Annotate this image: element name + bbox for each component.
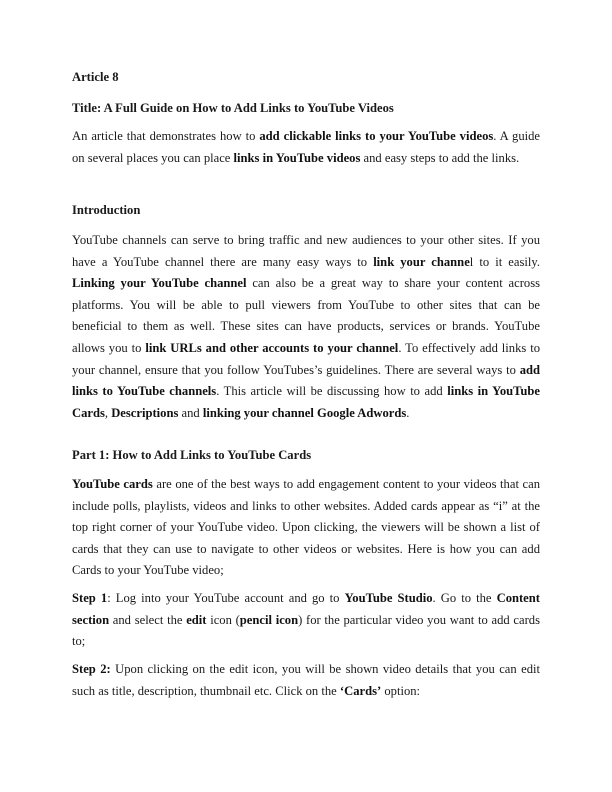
text-segment: YouTube channels can serve to bring traffic and new audiences to your other sites. If you have a YouTube channel there are many easy ways to: [72, 233, 540, 269]
text-segment: option:: [381, 683, 421, 698]
bold-text: link your channe: [373, 254, 470, 269]
text-segment: l to it easily.: [469, 254, 540, 269]
text-segment: are one of the best ways to add engagement content to your videos that can include polls, playlists, videos and links to other websites. Added cards appear as “i” at the top right corner of your YouTube video. Upon clicking, the viewers will be shown a list of cards that they can use to navigate to other videos or websites. Here is how you can add Cards to your YouTube video;: [72, 477, 540, 578]
text-segment: An article that demonstrates how to: [72, 129, 260, 143]
bold-text: pencil icon: [239, 612, 299, 627]
article-label: Article 8: [72, 70, 119, 84]
bold-text: links in YouTube Cards: [72, 384, 541, 420]
step2-paragraph: [72, 659, 540, 702]
text-segment: .: [406, 405, 410, 420]
bold-text: Content section: [72, 591, 540, 627]
bold-text: link URLs and other accounts to your channel: [145, 340, 399, 355]
step1-paragraph: [72, 588, 540, 653]
part1-heading: Part 1: How to Add Links to YouTube Cards: [72, 448, 312, 462]
text-segment: . To effectively add links to your channel, ensure that you follow YouTubes’s guidelines. There are several ways to: [72, 340, 541, 377]
text-segment: Upon clicking on the edit icon, you will be shown video details that you can edit such as title, description, thumbnail etc. Click on the: [72, 662, 540, 698]
bold-text: Step 1: [72, 591, 108, 605]
article-title: Title: A Full Guide on How to Add Links to YouTube Videos: [72, 101, 394, 115]
text-segment: and easy steps to add the links.: [360, 150, 520, 165]
text-segment: . Go to the: [432, 591, 497, 605]
bold-text: YouTube Studio: [344, 591, 433, 605]
text-segment: ) for the particular video you want to add cards to;: [72, 612, 540, 649]
summary-paragraph: [72, 126, 540, 169]
bold-text: Linking your YouTube channel: [72, 276, 247, 291]
intro-heading: Introduction: [72, 203, 141, 217]
text-segment: and: [178, 405, 203, 420]
bold-text: add links to YouTube channels: [72, 362, 540, 399]
bold-text: YouTube cards: [72, 477, 153, 491]
bold-text: Step 2:: [72, 662, 111, 676]
bold-text: add clickable links to your YouTube videos: [259, 129, 494, 143]
intro-paragraph: [72, 230, 540, 424]
bold-text: linking your channel Google Adwords: [202, 405, 407, 420]
bold-text: edit: [186, 612, 207, 627]
text-segment: and select the: [109, 612, 187, 627]
bold-text: links in YouTube videos: [233, 150, 361, 165]
bold-text: ‘Cards’: [339, 683, 382, 698]
text-segment: ,: [104, 405, 112, 420]
text-segment: . This article will be discussing how to add: [216, 384, 448, 399]
text-segment: . A guide on several places you can place: [72, 129, 540, 165]
text-segment: : Log into your YouTube account and go to: [107, 591, 345, 605]
text-segment: can also be a great way to share your content across platforms. You will be able to pull viewers from YouTube to other sites that can be beneficial to them as well. These sites can have products, services or brands. YouTube allows you to: [72, 276, 540, 355]
text-segment: icon (: [206, 612, 240, 627]
bold-text: Descriptions: [111, 405, 179, 420]
part1-paragraph: [72, 474, 540, 582]
